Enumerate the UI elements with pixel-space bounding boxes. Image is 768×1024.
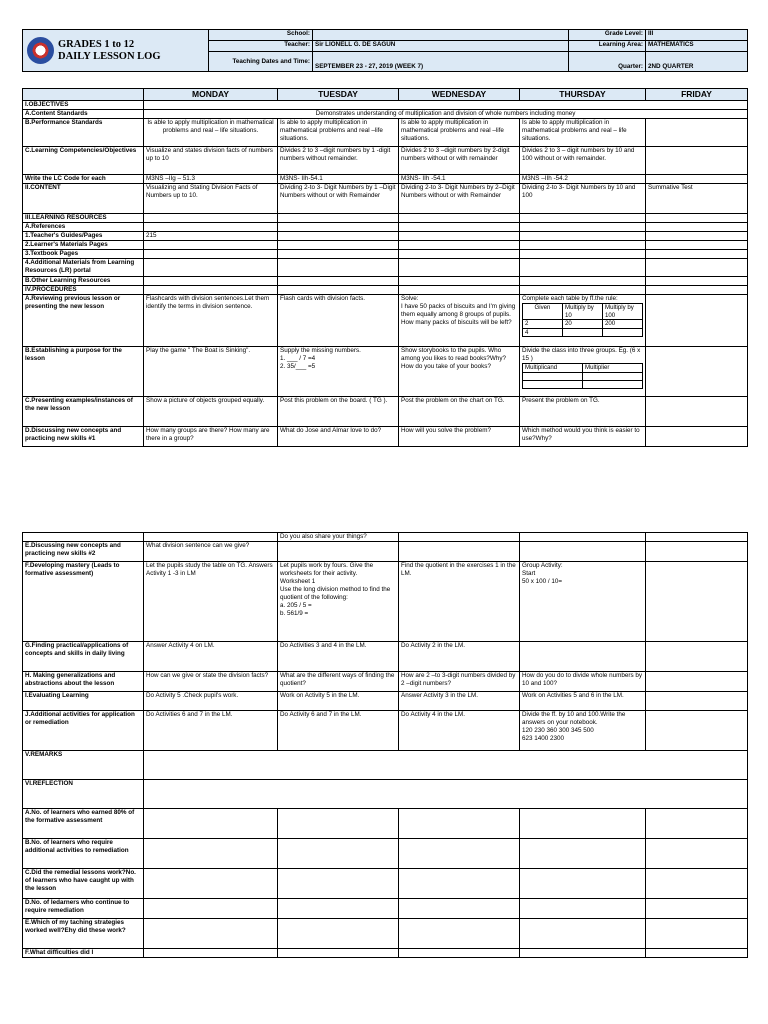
evaluating-friday [646,692,748,711]
day-header-friday: FRIDAY [646,89,748,101]
lc-code-thursday: M3NS –IIh -54.2 [520,175,646,184]
competencies-wednesday: Divides 2 to 3 –digit numbers by 2-digit numbers without or with remainder [399,147,520,175]
generalizations-thursday: How do you do to divide whole numbers by 10 and 100? [520,672,646,692]
grade-level-value: III [646,30,748,41]
additional-activities-tuesday: Do Activity 6 and 7 in the LM. [278,711,399,751]
content-label: II.CONTENT [23,184,144,214]
generalizations-tuesday: What are the different ways of finding the quotient? [278,672,399,692]
evaluating-label: I.Evaluating Learning [23,692,144,711]
carryover-tuesday: Do you also share your things? [278,533,399,542]
finding-friday [646,642,748,672]
additional-activities-monday: Do Activities 6 and 7 in the LM. [144,711,278,751]
finding-thursday [520,642,646,672]
learning-area-value: MATHEMATICS [646,41,748,52]
evaluating-tuesday: Work on Activity 5 in the LM. [278,692,399,711]
presenting-thursday: Present the problem on TG. [520,397,646,427]
grade-level-label: Grade Level: [569,30,646,41]
establishing-label: B.Establishing a purpose for the lesson [23,347,144,397]
mastery-friday [646,562,748,642]
establishing-monday: Play the game " The Boat is Sinking". [144,347,278,397]
performance-tuesday: Is able to apply multiplication in mathematical problems and real –life situations. [278,119,399,147]
reflection-item-a: A.No. of learners who earned 80% of the formative assessment [23,809,144,839]
performance-thursday: Is able to apply multiplication in mathematical problems and real – life situations. [520,119,646,147]
performance-friday [646,119,748,147]
rule-cell: 2 [523,320,563,329]
lc-code-wednesday: M3NS- IIh -54.1 [399,175,520,184]
textbook-pages-label: 3.Textbook Pages [23,250,144,259]
competencies-tuesday: Divides 2 to 3 –digit numbers by 1 -digit numbers without remainder. [278,147,399,175]
title-line-1: GRADES 1 to 12 [58,38,135,50]
competencies-monday: Visualize and states division facts of numbers up to 10 [144,147,278,175]
rule-header-given: Given [523,304,563,320]
reflection-cell [144,780,748,809]
competencies-label: C.Learning Competencies/Objectives [23,147,144,175]
mastery-wednesday: Find the quotient in the exercises 1 in the LM. [399,562,520,642]
reflection-item-b: B.No. of learners who require additional activities to remediation [23,839,144,869]
rule-cell: 20 [563,320,603,329]
rule-table [522,303,643,337]
performance-wednesday: Is able to apply multiplication in mathematical problems and real –life situations. [399,119,520,147]
mastery-tuesday: Let pupils work by fours. Give the worksheets for their activity. Worksheet 1 Use the long division method to find the quotient of the following: a. 205 / 5 = b. 561/9 = [278,562,399,642]
discussing-1-wednesday: How will you solve the problem? [399,427,520,447]
content-standards-value: Demonstrates understanding of multiplication and division of whole numbers including money [144,110,748,119]
lc-code-friday [646,175,748,184]
establishing-thursday [520,347,646,397]
competencies-thursday: Divides 2 to 3 – digit numbers by 10 and 100 without or with remainder. [520,147,646,175]
additional-activities-wednesday: Do Activity 4 in the LM. [399,711,520,751]
rule-header-by-10: Multiply by 10 [563,304,603,320]
reviewing-label: A.Reviewing previous lesson or presenting the new lesson [23,295,144,347]
content-friday: Summative Test [646,184,748,214]
title-line-2: DAILY LESSON LOG [58,50,161,62]
day-header-blank [23,89,144,101]
presenting-monday: Show a picture of objects grouped equally. [144,397,278,427]
presenting-label: C.Presenting examples/instances of the new lesson [23,397,144,427]
other-resources-label: B.Other Learning Resources [23,277,144,286]
performance-standards-label: B.Performance Standards [23,119,144,147]
school-label: School: [209,30,313,41]
discussing-2-label: E.Discussing new concepts and practicing new skills #2 [23,542,144,562]
reflection-label: VI.REFLECTION [23,780,144,809]
day-header-tuesday: TUESDAY [278,89,399,101]
additional-materials-label: 4.Additional Materials from Learning Resources (LR) portal [23,259,144,277]
reflection-item-f: F.What difficulties did I [23,949,144,958]
discussing-1-friday [646,427,748,447]
evaluating-wednesday: Answer Activity 3 in the LM. [399,692,520,711]
reviewing-wednesday: Solve: I have 50 packs of biscuits and I'm giving them equally among 8 groups of pupils. How many packs of biscuits will be left? [399,295,520,347]
content-monday: Visualizing and Stating Division Facts of Numbers up to 10. [144,184,278,214]
school-value [313,30,569,41]
rule-cell [563,328,603,337]
lc-code-label: Write the LC Code for each [23,175,144,184]
discussing-1-label: D.Discussing new concepts and practicing new skills #1 [23,427,144,447]
teacher-value: Sir LIONELL G. DE SAGUN [313,41,569,52]
additional-activities-label: J.Additional activities for application or remediation [23,711,144,751]
learning-resources-label: III.LEARNING RESOURCES [23,214,144,223]
quarter-label: Quarter: [569,52,646,72]
performance-monday: Is able to apply multiplication in mathematical problems and real – life situations. [144,119,278,147]
mastery-monday: Let the pupils study the table on TG. Answers Activity 1 -3 in LM [144,562,278,642]
generalizations-monday: How can we give or state the division facts? [144,672,278,692]
day-header-thursday: THURSDAY [520,89,646,101]
rule-cell: 4 [523,328,563,337]
reflection-item-c: C.Did the remedial lessons work?No. of learners who have caught up with the lesson [23,869,144,899]
groups-instruction: Divide the class into three groups. Eg. (6 x 15 ) [522,347,641,362]
procedures-label: IV.PROCEDURES [23,286,144,295]
quarter-value: 2ND QUARTER [646,52,748,72]
generalizations-friday [646,672,748,692]
presenting-tuesday: Post this problem on the board. ( TG ). [278,397,399,427]
groups-header-multiplier: Multiplier [583,364,643,373]
mastery-label: F.Developing mastery (Leads to formative assessment) [23,562,144,642]
deped-seal-icon [27,37,54,64]
reviewing-friday [646,295,748,347]
lc-code-monday: M3NS –IIg – 51.3 [144,175,278,184]
establishing-tuesday: Supply the missing numbers. 1. ___ / 7 =4 2. 35/___ =5 [278,347,399,397]
discussing-2-tuesday [278,542,399,562]
rule-instruction: Complete each table by ff.the rule: [522,295,618,302]
lc-code-tuesday: M3NS- IIh-54.1 [278,175,399,184]
day-header-wednesday: WEDNESDAY [399,89,520,101]
learning-area-label: Learning Area: [569,41,646,52]
reflection-item-e: E.Which of my taching strategies worked well?Ehy did these work? [23,919,144,949]
lesson-log-table-page-1 [22,88,748,447]
rule-header-by-100: Multiply by 100 [603,304,643,320]
finding-tuesday: Do Activities 3 and 4 in the LM. [278,642,399,672]
groups-table [522,363,643,389]
teachers-guide-monday: 215 [144,232,278,241]
teacher-label: Teacher: [209,41,313,52]
reviewing-tuesday: Flash cards with division facts. [278,295,399,347]
header-title-cell [23,30,209,72]
rule-cell [603,328,643,337]
establishing-friday [646,347,748,397]
evaluating-monday: Do Activity 5 .Check pupil's work. [144,692,278,711]
discussing-1-tuesday: What do Jose and Almar love to do? [278,427,399,447]
discussing-2-wednesday [399,542,520,562]
discussing-2-friday [646,542,748,562]
finding-label: G.Finding practical/applications of concepts and skills in daily living [23,642,144,672]
objectives-label: I.OBJECTIVES [23,101,144,110]
teaching-dates-label: Teaching Dates and Time: [209,52,313,72]
finding-monday: Answer Activity 4 on LM. [144,642,278,672]
day-header-monday: MONDAY [144,89,278,101]
finding-wednesday: Do Activity 2 in the LM. [399,642,520,672]
rule-cell: 200 [603,320,643,329]
mastery-thursday: Group Activity: Start 50 x 100 / 10= [520,562,646,642]
content-tuesday: Dividing 2-to 3- Digit Numbers by 1 –Digit Numbers without or with Remainder [278,184,399,214]
groups-header-multiplicand: Multiplicand [523,364,583,373]
discussing-1-thursday: Which method would you think is easier to use?Why? [520,427,646,447]
discussing-2-monday: What division sentence can we give? [144,542,278,562]
presenting-wednesday: Post the problem on the chart on TG. [399,397,520,427]
competencies-friday [646,147,748,175]
remarks-cell [144,751,748,780]
reviewing-thursday [520,295,646,347]
learners-materials-label: 2.Learner's Materials Pages [23,241,144,250]
additional-activities-thursday: Divide the ff. by 10 and 100.Write the answers on your notebook. 120 230 360 300 345 500 623 1400 2300 [520,711,646,751]
presenting-friday [646,397,748,427]
remarks-label: V.REMARKS [23,751,144,780]
additional-activities-friday [646,711,748,751]
discussing-2-thursday [520,542,646,562]
content-thursday: Dividing 2-to 3- Digit Numbers by 10 and 100 [520,184,646,214]
generalizations-label: H. Making generalizations and abstractions about the lesson [23,672,144,692]
content-wednesday: Dividing 2-to 3- Digit Numbers by 2–Digit Numbers without or with Remainder [399,184,520,214]
teachers-guide-label: 1.Teacher's Guides/Pages [23,232,144,241]
discussing-1-monday: How many groups are there? How many are there in a group? [144,427,278,447]
evaluating-thursday: Work on Activities 5 and 6 in the LM. [520,692,646,711]
reflection-item-d: D.No. of ledarners who continue to require remediation [23,899,144,919]
lesson-log-table-page-2 [22,532,748,958]
reviewing-monday: Flashcards with division sentences.Let them identify the terms in division sentence. [144,295,278,347]
content-standards-label: A.Content Standards [23,110,144,119]
teaching-dates-value: SEPTEMBER 23 - 27, 2019 (WEEK 7) [313,52,569,72]
establishing-wednesday: Show storybooks to the pupils. Who among you likes to read books?Why? How do you take of your books? [399,347,520,397]
generalizations-wednesday: How are 2 –to 3-digit numbers divided by 2 –digit numbers? [399,672,520,692]
lesson-log-header [22,29,748,72]
references-label: A.References [23,223,144,232]
